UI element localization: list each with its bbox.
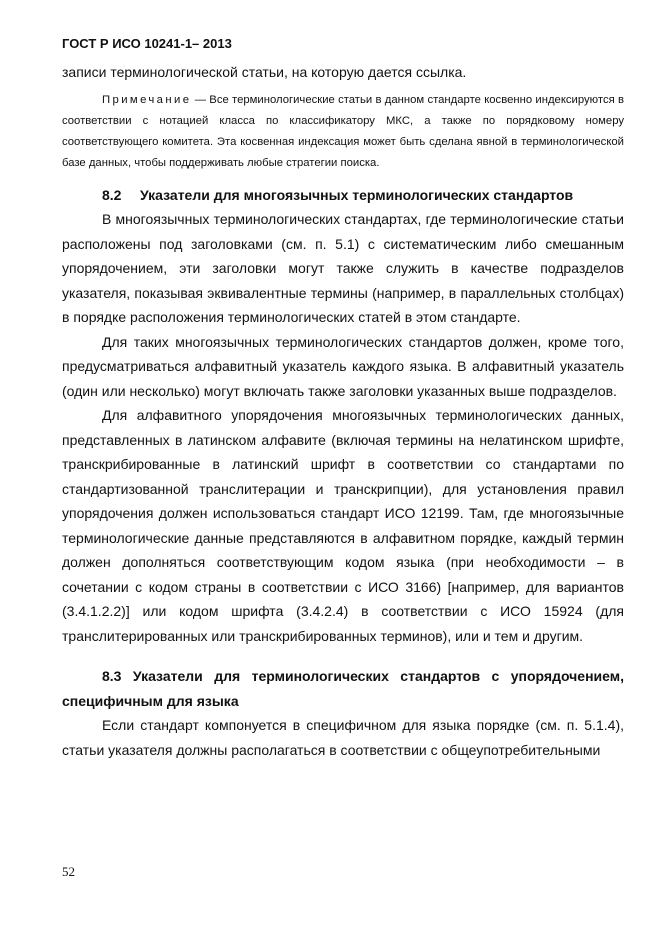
paragraph: В многоязычных терминологических стандартах, где терминологические статьи расположены под заголовками (см. п. 5.1) с систематическим либо смешанным упорядочением, эти заголовки могут также служить в качестве подразделов указателя, показывая эквивалентные термины (например, в параллельных столбцах) в порядке расположения терминологических статей в этом стандарте. [62,211,624,325]
page-content [62,60,624,762]
section-8-3-number: 8.3 [102,668,122,684]
paragraph: Для алфавитного упорядочения многоязычных терминологических данных, представленных в латинском алфавите (включая термины на нелатинском шрифте, транскрибированные в латинский шрифт в соответствии со стандартами по стандартизованной транслитерации и транскрипции), для установления правил упорядочения должен использоваться стандарт ИСО 12199. Там, где многоязычные терминологические данные представляются в алфавитном порядке, каждый термин должен дополняться соответствующим кодом языка (при необходимости – в сочетании с кодом страны в соответствии с ИСО 3166) [например, для вариантов (3.4.1.2.2)] или кодом шрифта (3.4.2.4) в соответствии с ИСО 15924 (для транслитерированных или транскрибированных терминов), или и тем и другим. [62,407,624,644]
paragraph: Если стандарт компонуется в специфичном для языка порядке (см. п. 5.1.4), статьи указателя должны располагаться в соответствии с общеупотребительными [62,717,624,758]
note-text: Все терминологические статьи в данном стандарте косвенно индексируются в соответствии с нотацией класса по классификатору МКС, а также по порядковому номеру соответствующего комитета. Эта косвенная индексация может быть сделана явной в терминологической базе данных, чтобы поддерживать любые стратегии поиска. [62,93,625,169]
section-8-2-title: Указатели для многоязычных терминологических стандартов [140,186,574,203]
section-8-3-heading [62,664,624,713]
document-header: ГОСТ Р ИСО 10241-1– 2013 [62,36,232,51]
section-8-3-title: Указатели для терминологических стандартов с упорядочением, специфичным для языка [62,668,624,709]
section-8-2-number: 8.2 [102,186,122,203]
paragraph: Для таких многоязычных терминологических стандартов должен, кроме того, предусматриваться алфавитный указатель каждого языка. В алфавитный указатель (один или несколько) могут включать также заголовки указанных выше подразделов. [62,333,624,399]
page-number: 52 [62,864,75,879]
note-block [62,90,624,174]
note-label: Примечание [102,93,192,106]
intro-line: записи терминологической статьи, на которую дается ссылка. [62,64,467,80]
note-dash: — [194,93,206,106]
section-8-2-heading [62,183,624,208]
